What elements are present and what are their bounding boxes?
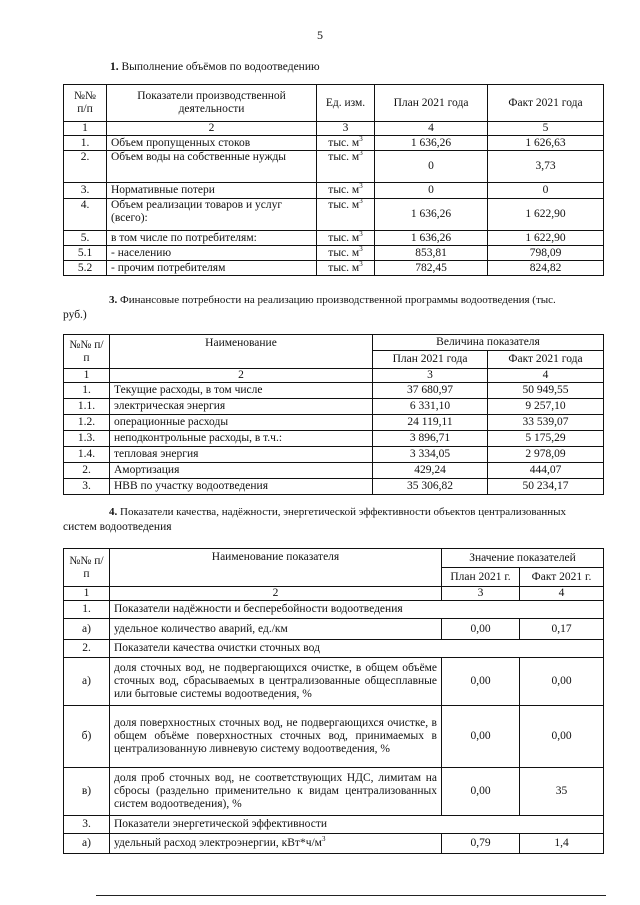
index-cell: 2 xyxy=(110,587,442,601)
row-name: доля поверхностных сточных вод, не подвергающихся очистке, в общем объёме поверхностных сточных вод, принимаемых в централизованную ливневую систему водоотведения, % xyxy=(110,706,442,768)
row-fact: 1 622,90 xyxy=(488,199,604,231)
table-row xyxy=(64,479,604,495)
table-row xyxy=(64,231,604,246)
header-fact: Факт 2021 г. xyxy=(520,568,604,587)
row-plan: 3 896,71 xyxy=(373,431,488,447)
header-group: Значение показателей xyxy=(442,549,604,568)
header-plan: План 2021 г. xyxy=(442,568,520,587)
table-row xyxy=(64,447,604,463)
row-plan: 3 334,05 xyxy=(373,447,488,463)
index-cell: 4 xyxy=(488,369,604,383)
row-num: 1. xyxy=(64,601,110,619)
row-fact: 444,07 xyxy=(488,463,604,479)
row-name: в том числе по потребителям: xyxy=(107,231,317,246)
row-unit: тыс. $м^3$ xyxy=(317,151,375,183)
row-fact: 0,00 xyxy=(520,706,604,768)
row-name: Нормативные потери xyxy=(107,183,317,199)
row-unit: тыс. $м^3$ xyxy=(317,246,375,261)
row-name: - прочим потребителям xyxy=(107,261,317,276)
row-fact: 1,4 xyxy=(520,834,604,854)
row-num: 2. xyxy=(64,463,110,479)
row-fact: 5 175,29 xyxy=(488,431,604,447)
table-row xyxy=(64,199,604,231)
row-num: 1. xyxy=(64,136,107,151)
row-unit: тыс. $м^3$ xyxy=(317,183,375,199)
row-fact: 1 622,90 xyxy=(488,231,604,246)
row-name: НВВ по участку водоотведения xyxy=(110,479,373,495)
row-plan: 1 636,26 xyxy=(375,136,488,151)
row-name: удельный расход электроэнергии, $кВт*ч/м^3$ xyxy=(110,834,442,854)
table-row xyxy=(64,619,604,640)
section1-title-number: 1. xyxy=(110,61,119,73)
section4-title-number: 4. xyxy=(109,506,118,518)
header-num: №№ п/п xyxy=(64,549,110,587)
index-cell: 2 xyxy=(110,369,373,383)
header-group: Величина показателя xyxy=(373,335,604,351)
row-fact: 35 xyxy=(520,768,604,816)
row-plan: 0,00 xyxy=(442,658,520,706)
group-name: Показатели энергетической эффективности xyxy=(110,816,604,834)
row-fact: 3,73 xyxy=(488,151,604,183)
table-row xyxy=(64,246,604,261)
section3-title-line2: руб.) xyxy=(63,309,87,321)
header-name: Наименование xyxy=(110,335,373,369)
group-name: Показатели надёжности и бесперебойности водоотведения xyxy=(110,601,604,619)
row-name: удельное количество аварий, ед./км xyxy=(110,619,442,640)
header-indicator: Показатели производственной деятельности xyxy=(107,85,317,122)
row-plan: 0 xyxy=(375,151,488,183)
row-num: а) xyxy=(64,619,110,640)
group-row xyxy=(64,601,604,619)
section3-title-number: 3. xyxy=(109,294,118,306)
row-num: б) xyxy=(64,706,110,768)
row-name: - населению xyxy=(107,246,317,261)
row-name: тепловая энергия xyxy=(110,447,373,463)
section3-title xyxy=(63,293,605,323)
section4-title-line1: 4. Показатели качества, надёжности, энергетической эффективности объектов централизованных xyxy=(109,506,567,518)
row-fact: 0 xyxy=(488,183,604,199)
index-cell: 4 xyxy=(520,587,604,601)
row-name: Объем реализации товаров и услуг (всего): xyxy=(107,199,317,231)
section1-title xyxy=(110,60,320,75)
row-num: 5.1 xyxy=(64,246,107,261)
table-row xyxy=(64,431,604,447)
row-num: 1. xyxy=(64,383,110,399)
row-num: а) xyxy=(64,834,110,854)
financial-table xyxy=(63,334,604,495)
row-fact: 9 257,10 xyxy=(488,399,604,415)
page-number: 5 xyxy=(317,28,323,42)
index-row xyxy=(64,369,604,383)
row-fact: 2 978,09 xyxy=(488,447,604,463)
table-row xyxy=(64,658,604,706)
table-row xyxy=(64,399,604,415)
row-plan: 0,00 xyxy=(442,619,520,640)
index-cell: 3 xyxy=(317,122,375,136)
index-cell: 5 xyxy=(488,122,604,136)
row-num: в) xyxy=(64,768,110,816)
row-plan: 1 636,26 xyxy=(375,231,488,246)
row-plan: 0,00 xyxy=(442,706,520,768)
row-name: доля проб сточных вод, не соответствующих НДС, лимитам на сбросы (раздельно применительно к видам централизованных систем водоотведения), % xyxy=(110,768,442,816)
section3-title-line1: 3. Финансовые потребности на реализацию производственной программы водоотведения (тыс. xyxy=(109,294,556,306)
row-plan: 0 xyxy=(375,183,488,199)
index-cell: 1 xyxy=(64,587,110,601)
header-fact: Факт 2021 года xyxy=(488,85,604,122)
row-num: 5.2 xyxy=(64,261,107,276)
row-num: 4. xyxy=(64,199,107,231)
row-fact: 824,82 xyxy=(488,261,604,276)
row-fact: 0,00 xyxy=(520,658,604,706)
row-fact: 50 234,17 xyxy=(488,479,604,495)
table-row xyxy=(64,463,604,479)
header-num: №№ п/п xyxy=(64,335,110,369)
row-unit: тыс. $м^3$ xyxy=(317,199,375,231)
row-plan: 6 331,10 xyxy=(373,399,488,415)
table-row xyxy=(64,261,604,276)
row-num: 3. xyxy=(64,816,110,834)
row-num: а) xyxy=(64,658,110,706)
table-row xyxy=(64,768,604,816)
header-unit: Ед. изм. xyxy=(317,85,375,122)
section4-title xyxy=(63,505,605,535)
index-cell: 3 xyxy=(373,369,488,383)
quality-table xyxy=(63,548,604,854)
group-row xyxy=(64,816,604,834)
row-fact: 50 949,55 xyxy=(488,383,604,399)
index-row xyxy=(64,587,604,601)
row-num: 5. xyxy=(64,231,107,246)
row-num: 2. xyxy=(64,151,107,183)
index-row xyxy=(64,122,604,136)
group-name: Показатели качества очистки сточных вод xyxy=(110,640,604,658)
row-name: доля сточных вод, не подвергающихся очистке, в общем объёме сточных вод, сбрасываемых в централизованные общесплавные или бытовые системы водоотведения, % xyxy=(110,658,442,706)
row-num: 1.3. xyxy=(64,431,110,447)
table-row xyxy=(64,136,604,151)
row-num: 3. xyxy=(64,479,110,495)
header-plan: План 2021 года xyxy=(375,85,488,122)
section1-title-text: Выполнение объёмов по водоотведению xyxy=(121,61,320,73)
row-plan: 1 636,26 xyxy=(375,199,488,231)
row-plan: 429,24 xyxy=(373,463,488,479)
table-row xyxy=(64,834,604,854)
row-plan: 24 119,11 xyxy=(373,415,488,431)
header-plan: План 2021 года xyxy=(373,351,488,369)
table-row xyxy=(64,151,604,183)
row-name: электрическая энергия xyxy=(110,399,373,415)
header-num: №№ п/п xyxy=(64,85,107,122)
section4-title-line2: систем водоотведения xyxy=(63,521,172,533)
row-num: 3. xyxy=(64,183,107,199)
table-header-row xyxy=(64,549,604,568)
header-name: Наименование показателя xyxy=(110,549,442,587)
group-row xyxy=(64,640,604,658)
row-unit: тыс. $м^3$ xyxy=(317,261,375,276)
table-row xyxy=(64,706,604,768)
volumes-table xyxy=(63,84,604,276)
row-name: Объем воды на собственные нужды xyxy=(107,151,317,183)
row-plan: 37 680,97 xyxy=(373,383,488,399)
row-fact: 798,09 xyxy=(488,246,604,261)
row-name: Объем пропущенных стоков xyxy=(107,136,317,151)
row-num: 1.4. xyxy=(64,447,110,463)
row-name: операционные расходы xyxy=(110,415,373,431)
row-plan: 0,79 xyxy=(442,834,520,854)
page-bottom-rule xyxy=(96,895,606,896)
row-plan: 853,81 xyxy=(375,246,488,261)
row-name: Текущие расходы, в том числе xyxy=(110,383,373,399)
row-fact: 1 626,63 xyxy=(488,136,604,151)
row-fact: 33 539,07 xyxy=(488,415,604,431)
row-unit: тыс. $м^3$ xyxy=(317,231,375,246)
row-fact: 0,17 xyxy=(520,619,604,640)
row-num: 1.2. xyxy=(64,415,110,431)
row-plan: 0,00 xyxy=(442,768,520,816)
row-num: 2. xyxy=(64,640,110,658)
table-row xyxy=(64,415,604,431)
table-header-row xyxy=(64,85,604,122)
table-row xyxy=(64,183,604,199)
row-unit: тыс. $м^3$ xyxy=(317,136,375,151)
index-cell: 2 xyxy=(107,122,317,136)
row-plan: 35 306,82 xyxy=(373,479,488,495)
row-plan: 782,45 xyxy=(375,261,488,276)
index-cell: 1 xyxy=(64,369,110,383)
table-row xyxy=(64,383,604,399)
index-cell: 1 xyxy=(64,122,107,136)
table-header-row xyxy=(64,335,604,351)
row-name: Амортизация xyxy=(110,463,373,479)
row-num: 1.1. xyxy=(64,399,110,415)
index-cell: 3 xyxy=(442,587,520,601)
header-fact: Факт 2021 года xyxy=(488,351,604,369)
index-cell: 4 xyxy=(375,122,488,136)
row-name: неподконтрольные расходы, в т.ч.: xyxy=(110,431,373,447)
